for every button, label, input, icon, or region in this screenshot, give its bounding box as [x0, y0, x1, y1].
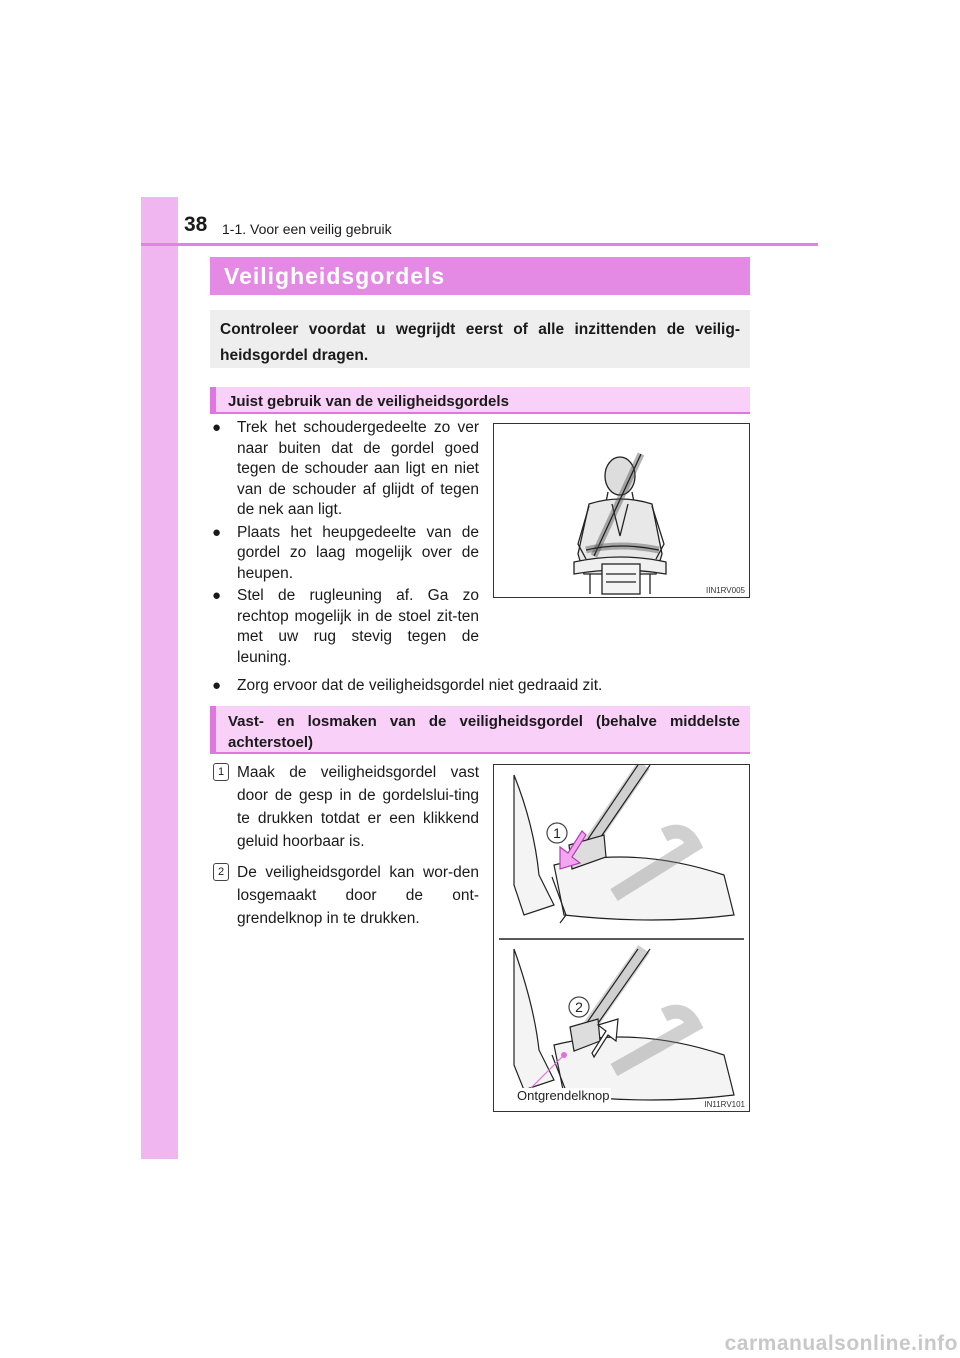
figure-buckle — [493, 764, 750, 1112]
bullet-icon: ● — [212, 523, 222, 541]
release-button-label: Ontgrendelknop — [517, 1088, 610, 1103]
step-list — [211, 761, 479, 938]
list-item — [211, 523, 479, 585]
callout-1: 1 — [553, 825, 561, 841]
list-item — [211, 586, 479, 668]
figure-seated-person — [493, 423, 750, 598]
bullet-text: Zorg ervoor dat de veiligheidsgordel niet gedraaid zit. — [237, 677, 603, 694]
header-rule — [141, 243, 818, 246]
step-text: Maak de veiligheidsgordel vast door de gesp in de gordelslui-ting te drukken totdat er een klikkend geluid hoorbaar is. — [237, 764, 479, 850]
bullet-text: Plaats het heupgedeelte van de gordel zo laag mogelijk over de heupen. — [237, 523, 479, 582]
figure-code: IN11RV101 — [704, 1100, 745, 1109]
section-title: Veiligheidsgordels — [210, 257, 750, 295]
intro-box: Controleer voordat u wegrijdt eerst of alle inzittenden de veilig-heidsgordel dragen. — [210, 310, 750, 368]
buckle-illustration — [494, 765, 749, 1111]
step-item — [211, 761, 479, 853]
chapter-title: 1-1. Voor een veilig gebruik — [222, 221, 392, 237]
bullet-icon: ● — [212, 419, 222, 436]
step-text: De veiligheidsgordel kan wor-den losgemaakt door de ont-grendelknop in te drukken. — [237, 864, 479, 927]
callout-2: 2 — [575, 999, 583, 1015]
bullet-icon: ● — [212, 587, 222, 604]
seated-person-illustration — [494, 424, 749, 597]
step-number: 2 — [213, 863, 229, 881]
list-item-wide — [211, 676, 691, 699]
bullet-icon: ● — [212, 677, 222, 694]
subheading-correct-use: Juist gebruik van de veiligheidsgordels — [210, 387, 750, 414]
watermark: carmanualsonline.info — [724, 1332, 958, 1355]
bullet-text: Stel de rugleuning af. Ga zo rechtop mogelijk in de stoel zit-ten met uw rug stevig tegen de leuning. — [237, 587, 479, 666]
step-number: 1 — [213, 763, 229, 781]
subheading-fasten-release: Vast- en losmaken van de veiligheidsgordel (behalve middelste achterstoel) — [210, 706, 750, 754]
step-item — [211, 861, 479, 930]
list-item — [211, 676, 691, 697]
bullet-list — [211, 418, 479, 670]
list-item — [211, 418, 479, 521]
page-number: 38 — [184, 213, 208, 236]
bullet-text: Trek het schoudergedeelte zo ver naar buiten dat de gordel goed tegen de schouder aan ligt en niet van de schouder af glijdt of tegen de nek aan ligt. — [237, 419, 479, 518]
side-strip — [141, 197, 178, 1159]
figure-code: IIN1RV005 — [706, 586, 745, 595]
